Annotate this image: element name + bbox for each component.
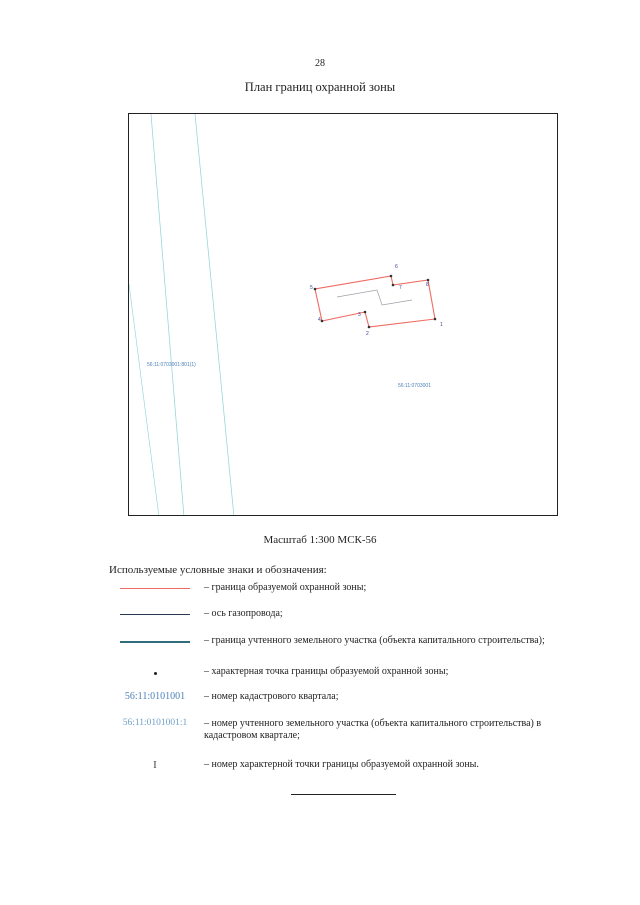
- boundary-point-4: [321, 320, 324, 323]
- point-label-2: 2: [366, 331, 369, 337]
- cadastral-quarter-label: 56:11:0703001: [398, 383, 431, 389]
- point-label-5: 5: [310, 285, 313, 291]
- point-label-4: 4: [318, 317, 321, 323]
- boundary-point-3: [364, 311, 367, 314]
- legend-symbol-quarter-number: 56:11:0101001: [124, 691, 186, 702]
- point-label-8: 8: [426, 282, 429, 288]
- boundary-point-2: [368, 326, 371, 329]
- separator-line: [291, 794, 396, 795]
- boundary-point-1: [434, 318, 437, 321]
- legend-symbol-point-number: I: [153, 759, 157, 771]
- zone-boundary-polygon: [315, 276, 435, 327]
- gas-pipeline-axis: [337, 290, 412, 305]
- legend-symbol-red-line: [100, 582, 210, 589]
- legend-text: – граница учтенного земельного участка (объекта капитального строительства);: [204, 635, 545, 646]
- cadastral-parcel-label: 56:11:0703001:801(1): [147, 362, 196, 368]
- point-label-1: 1: [440, 322, 443, 328]
- legend-text: – номер характерной точки границы образуемой охранной зоны.: [204, 759, 479, 770]
- boundary-point-5: [314, 288, 317, 291]
- legend-symbol-dark-line: [100, 608, 210, 615]
- legend-text: – граница образуемой охранной зоны;: [204, 582, 367, 593]
- boundary-plan-map: [128, 113, 558, 516]
- legend-symbol-parcel-number: 56:11:0101001:1: [122, 718, 188, 728]
- legend-symbol-dot: [100, 666, 210, 675]
- scale-caption: Масштаб 1:300 МСК-56: [263, 534, 377, 546]
- parcel-line-2: [195, 114, 234, 516]
- point-label-6: 6: [395, 264, 398, 270]
- plan-drawing: [129, 114, 558, 516]
- legend-heading: Используемые условные знаки и обозначения:: [109, 564, 327, 576]
- boundary-points: [314, 275, 437, 329]
- legend-text: – характерная точка границы образуемой охранной зоны;: [204, 666, 449, 677]
- legend-text: – номер учтенного земельного участка (объекта капитального строительства) в кадастровом квартале;: [204, 718, 542, 741]
- parcel-line-1: [151, 114, 184, 516]
- legend-symbol-thick-line: [100, 635, 210, 643]
- page-number: 28: [315, 58, 325, 69]
- parcel-line-3: [129, 284, 159, 516]
- legend-text: – ось газопровода;: [204, 608, 283, 619]
- point-label-7: 7: [399, 285, 402, 291]
- boundary-point-7: [392, 284, 395, 287]
- boundary-point-6: [390, 275, 393, 278]
- point-label-3: 3: [358, 312, 361, 318]
- page-title: План границ охранной зоны: [244, 80, 396, 94]
- boundary-point-8: [427, 279, 430, 282]
- legend-text: – номер кадастрового квартала;: [204, 691, 339, 702]
